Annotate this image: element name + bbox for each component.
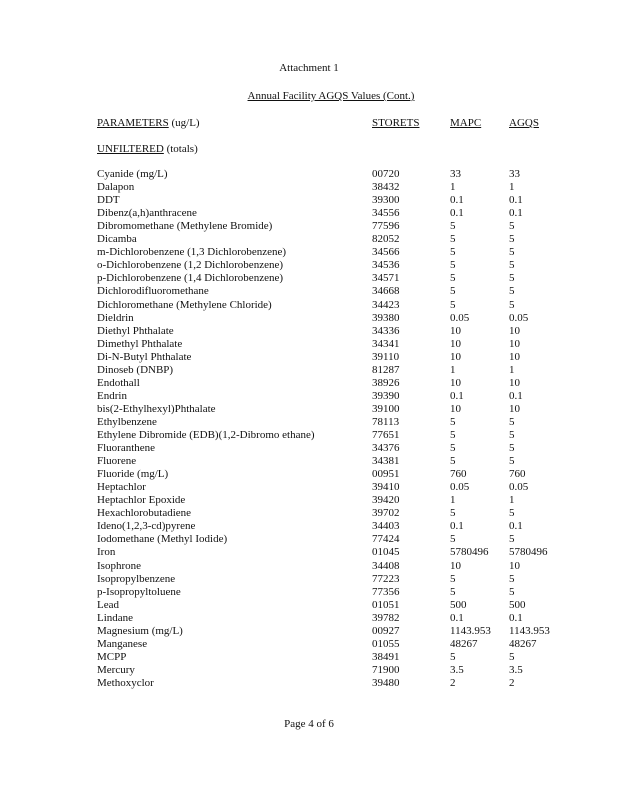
storet-code: 77596 (372, 220, 400, 233)
storet-code: 01055 (372, 637, 400, 650)
storet-code: 34423 (372, 298, 400, 311)
parameter-name: Di-N-Butyl Phthalate (97, 350, 192, 363)
parameter-name: m-Dichlorobenzene (1,3 Dichlorobenzene) (97, 246, 287, 259)
table-row (0, 181, 618, 194)
mapc-value: 0.05 (450, 481, 470, 494)
agqs-value: 10 (509, 402, 520, 415)
parameter-name: Endrin (97, 389, 127, 402)
storet-code: 77223 (372, 572, 400, 585)
mapc-value: 5 (450, 507, 456, 520)
agqs-value: 5 (509, 285, 515, 298)
mapc-value: 760 (450, 468, 467, 481)
table-row (0, 651, 618, 664)
table-row (0, 625, 618, 638)
storet-code: 39702 (372, 507, 400, 520)
agqs-value: 5 (509, 442, 515, 455)
agqs-value: 5 (509, 429, 515, 441)
agqs-value: 500 (509, 598, 526, 611)
mapc-value: 10 (450, 402, 461, 415)
table-row (0, 246, 618, 259)
agqs-value: 1 (509, 363, 515, 376)
table-row (0, 494, 618, 507)
mapc-value: 5 (450, 220, 456, 233)
table-row (0, 194, 618, 207)
agqs-value: 0.05 (509, 481, 529, 494)
parameter-name: Iron (97, 546, 116, 559)
table-row (0, 573, 618, 586)
agqs-value: 5 (509, 220, 515, 233)
table-row (0, 612, 618, 625)
mapc-value: 5 (450, 455, 456, 468)
storet-code: 38432 (372, 181, 400, 194)
parameter-name: DDT (97, 194, 120, 207)
mapc-value: 5 (450, 246, 456, 259)
parameter-name: Dichloromethane (Methylene Chloride) (97, 298, 272, 311)
table-row (0, 586, 618, 599)
parameter-name: p-Isopropyltoluene (97, 585, 181, 598)
mapc-value: 3.5 (450, 663, 464, 676)
parameter-name: Ethylbenzene (97, 415, 157, 428)
section-label: UNFILTERED (97, 143, 164, 155)
table-row (0, 416, 618, 429)
mapc-value: 0.1 (450, 520, 464, 533)
storet-code: 34376 (372, 442, 400, 455)
storet-code: 71900 (372, 663, 400, 676)
column-header-mapc: MAPC (450, 117, 482, 129)
mapc-value: 0.1 (450, 207, 464, 220)
mapc-value: 5 (450, 259, 456, 272)
table-row (0, 429, 618, 442)
storet-code: 77651 (372, 429, 400, 441)
agqs-value: 5 (509, 298, 515, 311)
storet-code: 77356 (372, 585, 400, 598)
storet-code: 39110 (372, 350, 400, 363)
table-row (0, 312, 618, 325)
agqs-value: 5780496 (509, 546, 548, 559)
section-heading (97, 143, 198, 156)
mapc-value: 5 (450, 233, 456, 246)
mapc-value: 10 (450, 376, 461, 389)
parameter-name: Ethylene Dibromide (EDB)(1,2-Dibromo ethane) (97, 429, 315, 441)
parameter-name: Fluoranthene (97, 442, 156, 455)
agqs-value: 10 (509, 324, 520, 337)
table-row (0, 507, 618, 520)
mapc-value: 500 (450, 598, 467, 611)
storet-code: 34408 (372, 559, 400, 572)
agqs-value: 10 (509, 376, 520, 389)
column-header-storets: STORETS (372, 117, 420, 129)
table-row (0, 233, 618, 246)
table-row (0, 299, 618, 312)
storet-code: 39480 (372, 676, 400, 689)
mapc-value: 5 (450, 272, 456, 285)
parameter-name: Iodomethane (Methyl Iodide) (97, 533, 228, 546)
table-row (0, 599, 618, 612)
mapc-value: 10 (450, 324, 461, 337)
table-row (0, 442, 618, 455)
mapc-value: 5 (450, 415, 456, 428)
agqs-value: 0.1 (509, 520, 523, 533)
parameter-name: Isophrone (97, 559, 141, 572)
parameter-name: Diethyl Phthalate (97, 324, 174, 337)
parameter-name: Dimethyl Phthalate (97, 337, 183, 350)
mapc-value: 5 (450, 298, 456, 311)
storet-code: 34381 (372, 455, 400, 468)
parameter-name: Dieldrin (97, 311, 134, 324)
parameter-name: Ideno(1,2,3-cd)pyrene (97, 520, 196, 533)
mapc-value: 0.1 (450, 194, 464, 207)
agqs-value: 1143.953 (509, 624, 550, 637)
parameter-name: Dicamba (97, 233, 137, 246)
table-row (0, 351, 618, 364)
parameter-name: o-Dichlorobenzene (1,2 Dichlorobenzene) (97, 259, 284, 272)
agqs-value: 48267 (509, 637, 537, 650)
table-row (0, 533, 618, 546)
storet-code: 34668 (372, 285, 400, 298)
storet-code: 38926 (372, 376, 400, 389)
storet-code: 39390 (372, 389, 400, 402)
storet-code: 00951 (372, 468, 400, 481)
parameter-name: Magnesium (mg/L) (97, 624, 183, 637)
agqs-value: 5 (509, 233, 515, 246)
mapc-value: 1 (450, 363, 456, 376)
parameter-name: Fluoride (mg/L) (97, 468, 169, 481)
table-row (0, 390, 618, 403)
column-header-parameters (97, 117, 200, 130)
agqs-value: 2 (509, 676, 515, 689)
storet-code: 34556 (372, 207, 400, 220)
parameter-name: Lead (97, 598, 119, 611)
mapc-value: 5 (450, 533, 456, 546)
mapc-value: 5 (450, 442, 456, 455)
storet-code: 34336 (372, 324, 400, 337)
storet-code: 39410 (372, 481, 400, 494)
storet-code: 34566 (372, 246, 400, 259)
storet-code: 00720 (372, 168, 400, 180)
storet-code: 34536 (372, 259, 400, 272)
agqs-value: 0.1 (509, 207, 523, 220)
document-subtitle (22, 90, 618, 103)
parameter-name: bis(2-Ethylhexyl)Phthalate (97, 402, 216, 415)
table-row (0, 664, 618, 677)
mapc-value: 5 (450, 429, 456, 441)
agqs-value: 0.1 (509, 389, 523, 402)
storet-code: 34341 (372, 337, 400, 350)
agqs-value: 5 (509, 415, 515, 428)
storet-code: 81287 (372, 363, 400, 376)
agqs-value: 5 (509, 455, 515, 468)
subtitle-text: Annual Facility AGQS Values (Cont.) (247, 90, 415, 102)
storet-code: 82052 (372, 233, 400, 246)
mapc-value: 10 (450, 559, 461, 572)
table-row (0, 259, 618, 272)
storet-code: 00927 (372, 624, 400, 637)
table-row (0, 325, 618, 338)
table-row (0, 677, 618, 690)
storet-code: 78113 (372, 415, 400, 428)
document-title: Attachment 1 (279, 62, 339, 74)
agqs-value: 5 (509, 507, 515, 520)
agqs-value: 1 (509, 181, 515, 194)
agqs-value: 10 (509, 337, 520, 350)
table-row (0, 560, 618, 573)
agqs-value: 0.05 (509, 311, 529, 324)
storet-code: 39420 (372, 494, 400, 507)
table-row (0, 520, 618, 533)
parameter-name: Lindane (97, 611, 134, 624)
parameter-name: Manganese (97, 637, 148, 650)
parameter-name: Dinoseb (DNBP) (97, 363, 174, 376)
agqs-value: 3.5 (509, 663, 523, 676)
parameter-name: Methoxyclor (97, 676, 154, 689)
section-note: (totals) (166, 143, 198, 155)
agqs-value: 1 (509, 494, 515, 507)
parameters-unit: (ug/L) (171, 117, 200, 129)
parameter-name: Dibromomethane (Methylene Bromide) (97, 220, 273, 233)
table-row (0, 220, 618, 233)
parameters-label: PARAMETERS (97, 117, 169, 129)
storet-code: 38491 (372, 650, 400, 663)
table-row (0, 403, 618, 416)
mapc-value: 5 (450, 572, 456, 585)
table-row (0, 638, 618, 651)
table-row (0, 207, 618, 220)
parameter-name: Endothall (97, 376, 140, 389)
agqs-value: 5 (509, 572, 515, 585)
parameter-name: Mercury (97, 663, 135, 676)
mapc-value: 48267 (450, 637, 478, 650)
storet-code: 01045 (372, 546, 400, 559)
table-row (0, 338, 618, 351)
mapc-value: 0.1 (450, 611, 464, 624)
parameter-name: Cyanide (mg/L) (97, 168, 168, 180)
agqs-value: 10 (509, 350, 520, 363)
table-row (0, 168, 618, 181)
mapc-value: 1 (450, 181, 456, 194)
mapc-value: 0.05 (450, 311, 470, 324)
parameter-name: p-Dichlorobenzene (1,4 Dichlorobenzene) (97, 272, 284, 285)
agqs-value: 5 (509, 272, 515, 285)
agqs-value: 0.1 (509, 611, 523, 624)
mapc-value: 10 (450, 337, 461, 350)
mapc-value: 1143.953 (450, 624, 491, 637)
table-row (0, 364, 618, 377)
mapc-value: 5 (450, 585, 456, 598)
agqs-value: 0.1 (509, 194, 523, 207)
parameter-name: Dalapon (97, 181, 135, 194)
storet-code: 39300 (372, 194, 400, 207)
table-row (0, 468, 618, 481)
column-header-agqs: AGQS (509, 117, 539, 129)
mapc-value: 10 (450, 350, 461, 363)
mapc-value: 2 (450, 676, 456, 689)
parameter-name: Heptachlor (97, 481, 146, 494)
agqs-value: 5 (509, 259, 515, 272)
storet-code: 39782 (372, 611, 400, 624)
agqs-value: 5 (509, 533, 515, 546)
mapc-value: 5 (450, 650, 456, 663)
parameter-name: Heptachlor Epoxide (97, 494, 186, 507)
table-row (0, 481, 618, 494)
table-row (0, 455, 618, 468)
mapc-value: 33 (450, 168, 461, 180)
mapc-value: 5780496 (450, 546, 489, 559)
agqs-value: 5 (509, 585, 515, 598)
storet-code: 34571 (372, 272, 400, 285)
agqs-value: 5 (509, 246, 515, 259)
storet-code: 77424 (372, 533, 400, 546)
parameter-name: Dibenz(a,h)anthracene (97, 207, 197, 220)
agqs-value: 5 (509, 650, 515, 663)
table-row (0, 546, 618, 559)
parameter-name: Isopropylbenzene (97, 572, 176, 585)
storet-code: 01051 (372, 598, 400, 611)
agqs-value: 760 (509, 468, 526, 481)
mapc-value: 0.1 (450, 389, 464, 402)
mapc-value: 5 (450, 285, 456, 298)
table-row (0, 272, 618, 285)
table-row (0, 285, 618, 298)
table-row (0, 377, 618, 390)
mapc-value: 1 (450, 494, 456, 507)
page-number: Page 4 of 6 (284, 718, 334, 730)
storet-code: 39100 (372, 402, 400, 415)
parameter-name: Fluorene (97, 455, 137, 468)
storet-code: 39380 (372, 311, 400, 324)
agqs-value: 33 (509, 168, 520, 180)
parameter-name: Hexachlorobutadiene (97, 507, 192, 520)
parameter-name: Dichlorodifluoromethane (97, 285, 209, 298)
storet-code: 34403 (372, 520, 400, 533)
agqs-value: 10 (509, 559, 520, 572)
parameter-name: MCPP (97, 650, 127, 663)
